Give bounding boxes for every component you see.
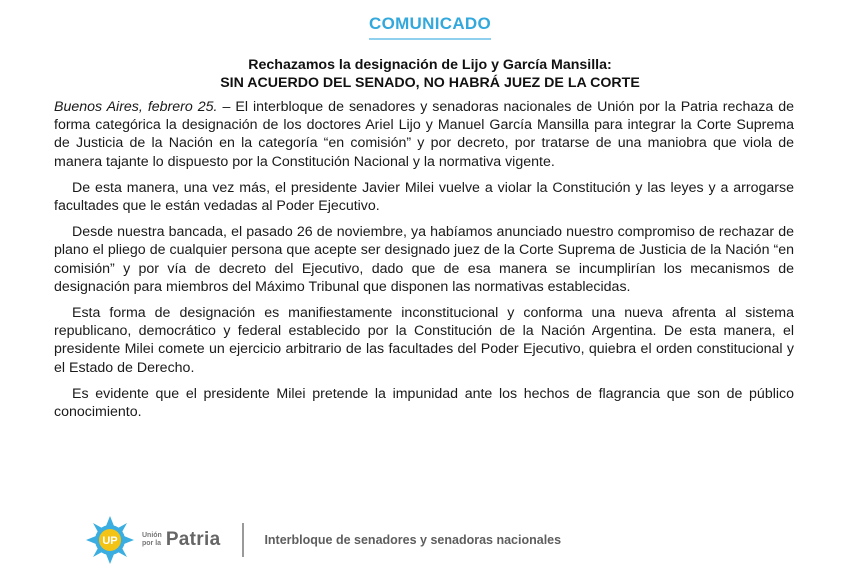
paragraph-1	[54, 98, 794, 171]
heading: COMUNICADO	[369, 14, 491, 40]
paragraph-1-text: – El interbloque de senadores y senadoras nacionales de Unión por la Patria rechaza de forma categórica la designación de los doctores Ariel Lijo y Manuel García Mansilla para integrar la Corte Suprema de Justicia de la Nación en la categoría “en comisión” y por decreto, por tratarse de una maniobra que viola de manera tajante lo dispuesto por la Constitución Nacional y la normativa vigente.	[54, 99, 794, 170]
heading-wrap	[0, 14, 860, 40]
paragraph-5: Es evidente que el presidente Milei pretende la impunidad ante los hechos de flagrancia que son de público conocimiento.	[54, 385, 794, 421]
body-text	[54, 98, 794, 429]
footer	[84, 512, 804, 568]
logo-initials: UP	[102, 535, 118, 547]
subtitle-line-2: SIN ACUERDO DEL SENADO, NO HABRÁ JUEZ DE LA CORTE	[220, 75, 640, 91]
logo-small-line-1: Unión	[142, 532, 162, 539]
footer-caption: Interbloque de senadores y senadoras nacionales	[264, 533, 562, 547]
union-por-la-patria-logo-icon	[84, 514, 136, 566]
paragraph-4: Esta forma de designación es manifiestamente inconstitucional y conforma una nueva afrenta al sistema republicano, democrático y federal establecido por la Constitución de la Nación Argentina. De esta manera, el presidente Milei comete un ejercicio arbitrario de las facultades del Poder Ejecutivo, quiebra el orden constitucional y el Estado de Derecho.	[54, 305, 794, 376]
paragraph-2: De esta manera, una vez más, el presidente Javier Milei vuelve a violar la Constitución y las leyes y a arrogarse facultades que le están vedadas al Poder Ejecutivo.	[54, 179, 794, 215]
logo-small-text	[142, 532, 162, 548]
subtitle	[0, 56, 860, 92]
logo-small-line-2: por la	[142, 540, 162, 547]
subtitle-line-1: Rechazamos la designación de Lijo y García Mansilla:	[248, 57, 612, 73]
paragraph-3: Desde nuestra bancada, el pasado 26 de noviembre, ya habíamos anunciado nuestro compromiso de rechazar de plano el pliego de cualquier persona que acepte ser designado juez de la Corte Suprema de Justicia de la Nación “en comisión” y por vía de decreto del Ejecutivo, dado que de esa manera se incumplirían los mecanismos de designación para miembros del Máximo Tribunal que disponen las normativas establecidas.	[54, 224, 794, 295]
logo-wordmark: Patria	[165, 529, 221, 550]
dateline: Buenos Aires, febrero 25.	[54, 99, 218, 115]
footer-divider	[242, 523, 244, 557]
